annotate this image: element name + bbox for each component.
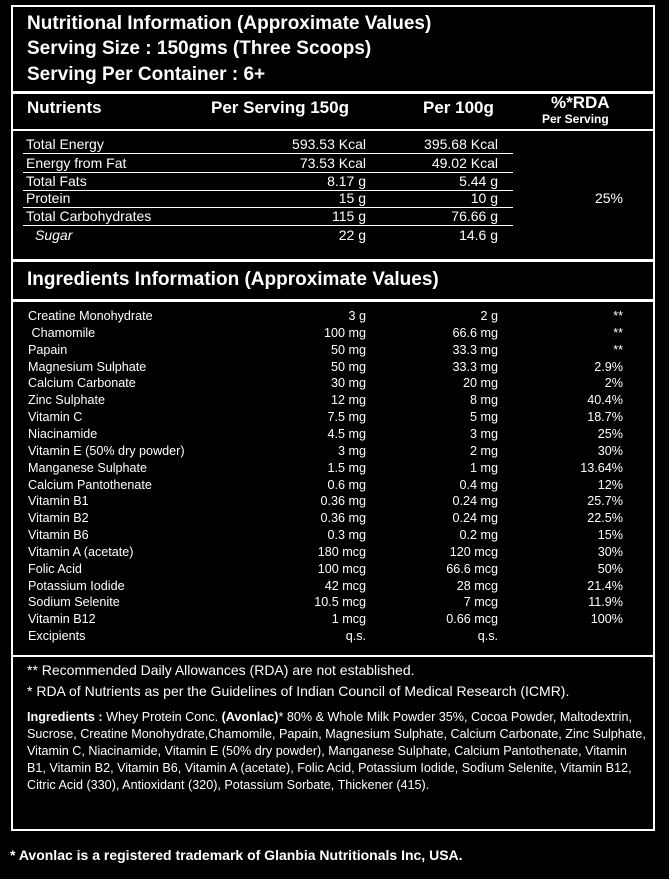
ingredient-per-serving: 42 mcg [324, 578, 366, 593]
ingredient-per-100g: 66.6 mg [452, 325, 498, 340]
ingredient-name: Vitamin B6 [28, 528, 89, 543]
divider-thick [13, 299, 653, 302]
ingredient-rda: 2% [604, 376, 623, 391]
ingredient-per-serving: 50 mg [330, 359, 366, 374]
ingredient-per-serving: 10.5 mcg [314, 595, 366, 610]
col-header-rda: %*RDA [551, 93, 610, 112]
ingredient-rda: 22.5% [587, 511, 623, 526]
nutrient-per-serving: 73.53 Kcal [299, 155, 366, 171]
ingredient-name: Potassium Iodide [28, 578, 125, 593]
ingredient-per-100g: 2 g [480, 309, 498, 323]
ingredient-per-100g: 2 mg [470, 443, 498, 458]
col-header-per-100g: Per 100g [423, 98, 494, 117]
ingredient-per-100g: 33.3 mg [452, 342, 498, 357]
ingredient-name: Vitamin C [28, 410, 83, 425]
ingredient-name: Vitamin B1 [28, 494, 89, 509]
nutrition-label-panel [11, 5, 655, 831]
ingredient-rda: 11.9% [588, 595, 623, 610]
nutrient-per-100g: 10 g [470, 190, 498, 206]
ingredient-per-100g: 0.4 mg [459, 477, 498, 492]
nutrient-name: Protein [26, 190, 71, 206]
ingredient-rda: 25.7% [587, 494, 623, 509]
row-divider [23, 190, 513, 191]
ingredient-rda: 30% [597, 443, 623, 458]
ingredient-rda: ** [613, 342, 623, 357]
ingredient-per-serving: 180 mcg [317, 544, 366, 559]
divider-thick [13, 259, 653, 262]
ingredient-per-serving: 50 mg [330, 342, 366, 357]
ingredient-per-serving: 1.5 mg [327, 460, 366, 475]
nutrient-rda: 25% [594, 190, 623, 206]
row-divider [23, 172, 513, 173]
ingredient-per-100g: 5 mg [470, 410, 498, 425]
avonlac-brand: (Avonlac) [221, 710, 279, 724]
ingredient-per-100g: q.s. [477, 629, 498, 644]
ingredient-name: Calcium Carbonate [28, 376, 136, 391]
ingredient-per-serving: q.s. [345, 629, 366, 644]
ingredient-name: Vitamin B2 [28, 511, 89, 526]
ingredient-rda: 21.4% [587, 578, 623, 593]
ingredient-rda: 50% [597, 561, 623, 576]
nutrient-name: Sugar [35, 227, 73, 243]
ingredient-rda: 13.64% [580, 460, 623, 475]
serving-size: Serving Size : 150gms (Three Scoops) [27, 38, 372, 59]
ingredient-per-100g: 3 mg [470, 426, 498, 441]
ingredient-per-serving: 100 mg [323, 325, 366, 340]
ingredient-rda: 12% [597, 477, 623, 492]
ingredient-per-serving: 3 mg [338, 443, 366, 458]
ingredient-per-100g: 66.6 mcg [446, 561, 498, 576]
ingredient-per-serving: 3 g [348, 309, 366, 323]
ingredient-per-serving: 0.6 mg [327, 477, 366, 492]
ingredient-per-serving: 0.36 mg [320, 494, 366, 509]
ingredient-rda: 18.7% [587, 410, 623, 425]
label-title: Nutritional Information (Approximate Values) [27, 13, 432, 34]
ingredients-list [27, 709, 647, 794]
ingredient-per-100g: 0.2 mg [459, 528, 498, 543]
col-header-nutrients: Nutrients [27, 98, 102, 117]
nutrient-name: Total Carbohydrates [26, 208, 152, 224]
nutrient-per-100g: 395.68 Kcal [424, 136, 498, 152]
ingredient-name: Zinc Sulphate [28, 393, 106, 408]
ingredient-per-100g: 0.24 mg [452, 494, 498, 509]
ingredient-per-serving: 0.36 mg [320, 511, 366, 526]
ingredient-name: Excipients [28, 629, 86, 644]
nutrient-per-100g: 14.6 g [459, 227, 498, 243]
ingredient-name: Vitamin B12 [28, 612, 96, 627]
nutrient-per-serving: 8.17 g [327, 173, 366, 189]
ingredient-name: Niacinamide [28, 426, 98, 441]
ingredient-per-serving: 7.5 mg [327, 410, 366, 425]
ingredient-per-100g: 1 mg [470, 460, 498, 475]
ingredient-per-100g: 28 mcg [456, 578, 498, 593]
ingredient-rda: 40.4% [587, 393, 623, 408]
ingredient-per-serving: 100 mcg [317, 561, 366, 576]
ingredients-label: Ingredients : [27, 710, 103, 724]
ingredient-per-100g: 0.66 mcg [446, 612, 498, 627]
ingredient-per-serving: 30 mg [330, 376, 366, 391]
ingredient-name: Folic Acid [28, 561, 82, 576]
trademark-footer: * Avonlac is a registered trademark of Glanbia Nutritionals Inc, USA. [10, 847, 463, 863]
ingredient-name: Calcium Pantothenate [28, 477, 152, 492]
ingredient-rda: 2.9% [594, 359, 623, 374]
col-header-per-serving: Per Serving 150g [211, 98, 349, 117]
ingredient-rda: ** [613, 325, 623, 340]
ingredient-name: Magnesium Sulphate [28, 359, 147, 374]
nutrient-name: Total Fats [26, 173, 87, 189]
ingredient-per-serving: 12 mg [330, 393, 366, 408]
ingredients-info-title: Ingredients Information (Approximate Values) [27, 269, 439, 290]
nutrient-name: Energy from Fat [26, 155, 127, 171]
ingredient-per-100g: 20 mg [462, 376, 498, 391]
row-divider [23, 225, 513, 226]
ingredient-per-serving: 0.3 mg [327, 528, 366, 543]
col-header-rda-sub: Per Serving [542, 112, 609, 126]
ingredient-rda: 15% [597, 528, 623, 543]
ingredient-name: Chamomile [28, 325, 96, 340]
ingredient-rda: ** [613, 309, 623, 323]
ingredient-name: Manganese Sulphate [28, 460, 148, 475]
ingredients-part1: Whey Protein Conc. [102, 710, 222, 724]
nutrient-per-100g: 76.66 g [451, 208, 498, 224]
ingredient-name: Creatine Monohydrate [28, 309, 153, 323]
nutrient-per-serving: 115 g [332, 208, 366, 224]
servings-per-container: Serving Per Container : 6+ [27, 64, 266, 85]
ingredient-per-100g: 33.3 mg [452, 359, 498, 374]
ingredient-rda: 30% [597, 544, 623, 559]
nutrient-per-100g: 49.02 Kcal [431, 155, 498, 171]
ingredient-name: Sodium Selenite [28, 595, 120, 610]
ingredient-rda: 25% [597, 426, 623, 441]
divider [13, 655, 653, 657]
ingredient-per-100g: 0.24 mg [452, 511, 498, 526]
nutrient-name: Total Energy [26, 136, 104, 152]
ingredient-per-100g: 8 mg [470, 393, 498, 408]
ingredient-name: Papain [28, 342, 68, 357]
ingredient-per-serving: 4.5 mg [327, 426, 366, 441]
ingredient-per-100g: 120 mcg [449, 544, 498, 559]
nutrient-per-100g: 5.44 g [459, 173, 498, 189]
ingredients-part2: * 80% & Whole Milk Powder 35%, Cocoa Powder, Maltodextrin, Sucrose, Creatine Monohydrate,Chamomile, Papain, Magnesium Sulphate, Calcium Carbonate, Zinc Sulphate, Vitamin C, Niacinamide, Vitamin E (50% dry powder), Manganese Sulphate, Calcium Pantothenate, Vitamin B1, Vitamin B2, Vitamin B6, Vitamin A (acetate), Folic Acid, Potassium Iodide, Sodium Selenite, Vitamin B12, Citric Acid (330), Antioxidant (320), Potassium Sorbate, Thickener (415). [27, 710, 646, 792]
ingredient-rda: 100% [590, 612, 623, 627]
ingredient-name: Vitamin E (50% dry powder) [28, 443, 185, 458]
nutrient-per-serving: 15 g [338, 190, 366, 206]
row-divider [23, 153, 513, 154]
ingredient-name: Vitamin A (acetate) [28, 544, 134, 559]
divider [13, 129, 653, 131]
ingredient-per-serving: 1 mcg [331, 612, 366, 627]
rda-guidelines-note: * RDA of Nutrients as per the Guidelines of Indian Council of Medical Research (ICMR). [27, 683, 570, 699]
ingredient-per-100g: 7 mcg [463, 595, 498, 610]
nutrient-per-serving: 593.53 Kcal [292, 136, 366, 152]
nutrient-per-serving: 22 g [338, 227, 366, 243]
rda-not-established-note: ** Recommended Daily Allowances (RDA) are not established. [27, 662, 415, 678]
